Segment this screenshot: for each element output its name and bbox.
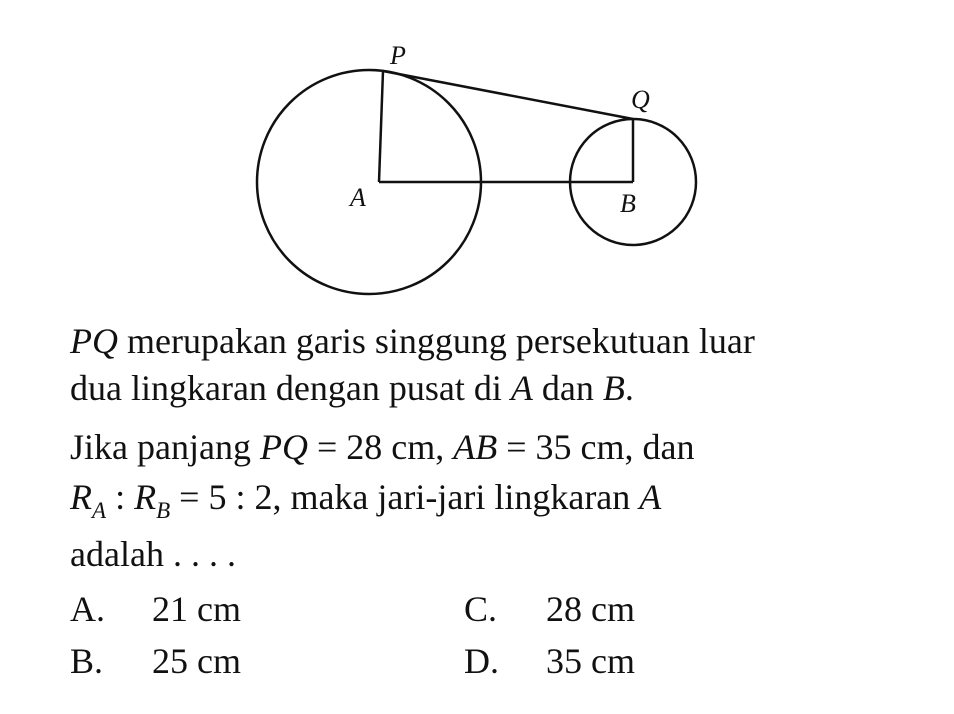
option-value: 28 cm xyxy=(546,589,635,629)
option-d[interactable] xyxy=(464,643,635,679)
segment-pq: PQ xyxy=(70,321,118,361)
radius-ap xyxy=(379,71,383,182)
option-letter: C. xyxy=(464,589,498,629)
segment-ab: AB xyxy=(453,427,498,467)
question-line-3 xyxy=(70,429,695,465)
option-value: 25 cm xyxy=(152,641,241,681)
center-b: B xyxy=(602,368,625,408)
option-b[interactable] xyxy=(70,643,241,679)
label-p: P xyxy=(390,41,406,70)
radius-symbol: R xyxy=(70,477,92,517)
question-text: = 5 : 2, maka jari-jari lingkaran xyxy=(170,477,640,517)
center-a: A xyxy=(639,477,662,517)
option-value: 35 cm xyxy=(546,641,635,681)
question-text: = 28 cm, xyxy=(307,427,454,467)
question-text: : xyxy=(106,477,135,517)
radius-symbol: R xyxy=(134,477,157,517)
option-letter: A. xyxy=(70,589,105,629)
question-text: adalah . . . . xyxy=(70,534,236,574)
question-line-4 xyxy=(70,479,661,522)
question-line-2 xyxy=(70,370,634,406)
option-value: 21 cm xyxy=(152,589,241,629)
question-text: merupakan garis singgung persekutuan luar xyxy=(118,321,755,361)
option-letter: D. xyxy=(464,641,499,681)
label-q: Q xyxy=(631,85,650,114)
option-c[interactable] xyxy=(464,591,635,627)
tangent-line-pq xyxy=(383,71,633,119)
option-a[interactable] xyxy=(70,591,241,627)
question-line-5 xyxy=(70,536,236,572)
question-text: dua lingkaran dengan pusat di xyxy=(70,368,511,408)
question-text: . xyxy=(624,368,634,408)
center-a: A xyxy=(510,368,533,408)
question-line-1 xyxy=(70,323,755,359)
segment-pq: PQ xyxy=(259,427,308,467)
label-a: A xyxy=(350,183,366,212)
radius-subscript: B xyxy=(156,498,171,523)
radius-subscript: A xyxy=(92,498,107,523)
tangent-circles-figure xyxy=(0,0,954,310)
question-text: dan xyxy=(532,368,603,408)
option-letter: B. xyxy=(70,641,104,681)
question-text: Jika panjang xyxy=(70,427,260,467)
label-b: B xyxy=(620,189,636,218)
question-text: = 35 cm, dan xyxy=(497,427,695,467)
